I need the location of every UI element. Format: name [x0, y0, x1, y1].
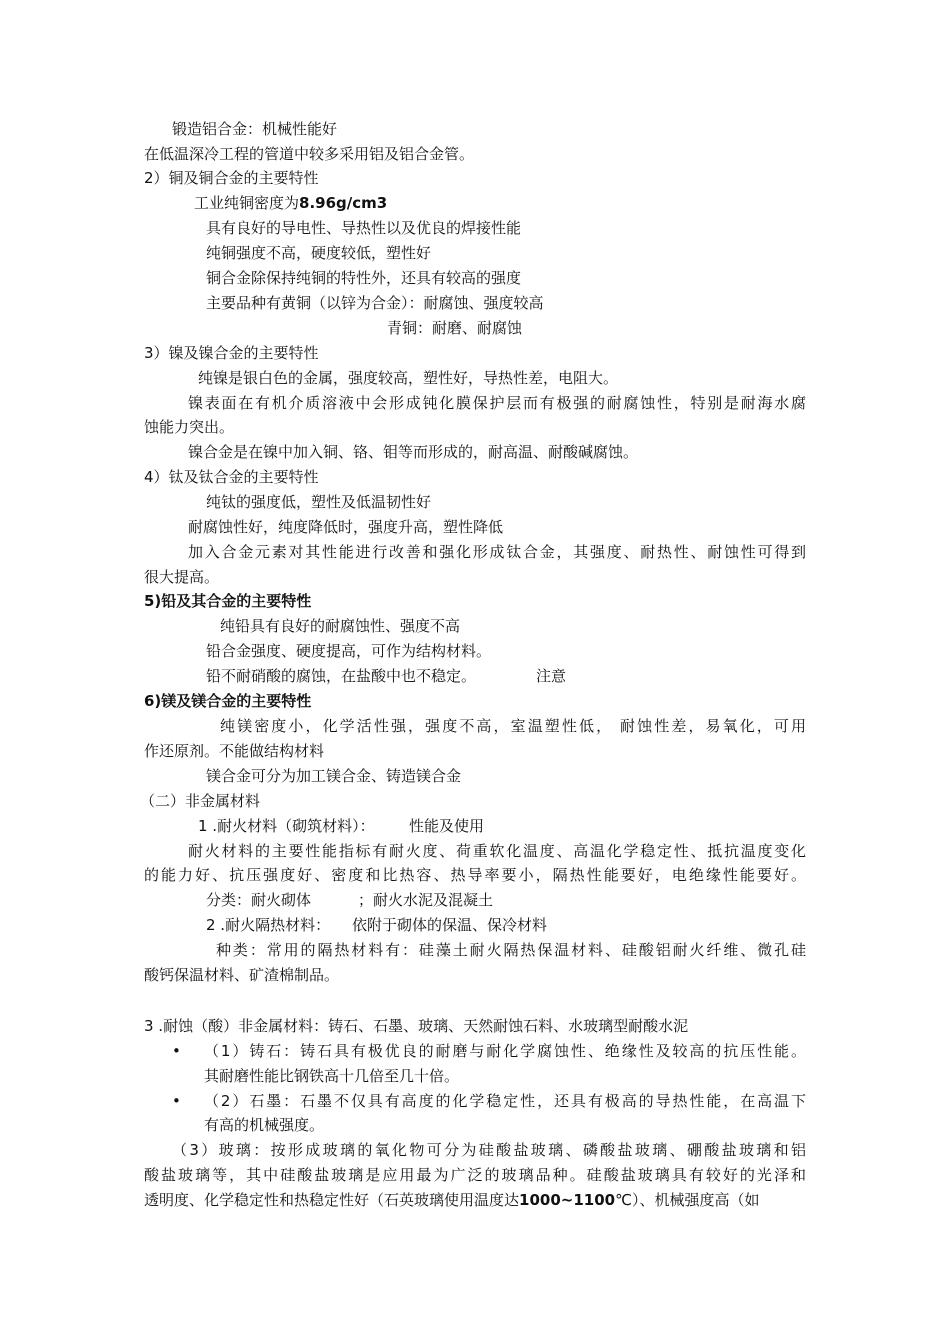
text-line: 锻造铝合金：机械性能好: [172, 120, 338, 138]
note-label: 注意: [536, 667, 567, 685]
text-line: 在低温深冷工程的管道中较多采用铝及铝合金管。: [144, 145, 475, 163]
text-line: [194, 192, 387, 214]
text-line: 纯钛的强度低，塑性及低温韧性好: [206, 493, 432, 511]
text-line: 作还原剂。不能做结构材料: [144, 742, 325, 760]
section-heading: 6)镁及镁合金的主要特性: [144, 692, 312, 710]
text-line: 种类：常用的隔热材料有：硅藻土耐火隔热保温材料、硅酸铝耐火纤维、微孔硅: [216, 941, 806, 959]
text-line: 纯铜强度不高，硬度较低，塑性好: [206, 244, 432, 262]
text-line: 加入合金元素对其性能进行改善和强化形成钛合金，其强度、耐热性、耐蚀性可得到: [188, 543, 806, 561]
section-heading: 5)铅及其合金的主要特性: [144, 592, 312, 610]
section-heading: 3）镍及镍合金的主要特性: [144, 344, 319, 362]
subsection-heading: 3 .耐蚀（酸）非金属材料：铸石、石墨、玻璃、天然耐蚀石料、水玻璃型耐酸水泥: [144, 1017, 689, 1035]
text-line: 分类：耐火砌体: [206, 891, 312, 909]
text-line: 其耐磨性能比钢铁高十几倍至几十倍。: [204, 1067, 460, 1085]
text-line: （2）石墨：石墨不仅具有高度的化学稳定性，还具有极高的导热性能，在高温下: [204, 1092, 806, 1110]
bullet-icon: •: [172, 1042, 181, 1060]
section-heading: 4）钛及钛合金的主要特性: [144, 468, 319, 486]
density-value: 8.96g/cm3: [299, 194, 388, 212]
text-line: 性能及使用: [409, 817, 485, 835]
text-line: 铜合金除保持纯铜的特性外，还具有较高的强度: [206, 269, 522, 287]
text-line: 主要品种有黄铜（以锌为合金）：耐腐蚀、强度较高: [206, 294, 544, 312]
text-line: 铅不耐硝酸的腐蚀，在盐酸中也不稳定。: [206, 667, 477, 685]
text-line: ；耐火水泥及混凝土: [358, 891, 494, 909]
text-line: 纯铅具有良好的耐腐蚀性、强度不高: [220, 617, 461, 635]
text-line: 纯镍是银白色的金属，强度较高，塑性好，导热性差，电阻大。: [198, 369, 619, 387]
text-segment: ℃）、机械强度高（如: [615, 1191, 760, 1209]
text-line: 很大提高。: [144, 568, 220, 586]
text-segment: 透明度、化学稳定性和热稳定性好（石英玻璃使用温度达: [144, 1191, 520, 1209]
text-line: 青铜：耐磨、耐腐蚀: [387, 319, 523, 337]
text-line: （3）玻璃：按形成玻璃的氧化物可分为硅酸盐玻璃、磷酸盐玻璃、硼酸盐玻璃和铝: [172, 1141, 806, 1159]
temperature-value: 1000~1100: [519, 1191, 616, 1209]
section-heading: 2）铜及铜合金的主要特性: [144, 169, 319, 187]
text-line: 依附于砌体的保温、保冷材料: [352, 916, 548, 934]
subsection-heading: 2 .耐火隔热材料：: [206, 916, 331, 934]
text-line: 耐火材料的主要性能指标有耐火度、荷重软化温度、高温化学稳定性、抵抗温度变化: [188, 842, 806, 860]
text-line: 具有良好的导电性、导热性以及优良的焊接性能: [206, 219, 522, 237]
text-line: 有高的机械强度。: [204, 1116, 325, 1134]
text-line: 镍表面在有机介质溶液中会形成钝化膜保护层而有极强的耐腐蚀性，特别是耐海水腐: [188, 394, 806, 412]
text-line: 镍合金是在镍中加入铜、铬、钼等而形成的，耐高温、耐酸碱腐蚀。: [188, 443, 639, 461]
text-segment: 工业纯铜密度为: [194, 194, 300, 212]
text-line: 酸盐玻璃等，其中硅酸盐玻璃是应用最为广泛的玻璃品种。硅酸盐玻璃具有较好的光泽和: [144, 1166, 806, 1184]
text-line: 耐腐蚀性好，纯度降低时，强度升高，塑性降低: [188, 518, 504, 536]
subsection-heading: 1 .耐火材料（砌筑材料）：: [198, 817, 375, 835]
text-line: 纯镁密度小，化学活性强，强度不高，室温塑性低， 耐蚀性差，易氧化，可用: [220, 717, 806, 735]
text-line: 蚀能力突出。: [144, 418, 235, 436]
text-line: 镁合金可分为加工镁合金、铸造镁合金: [206, 767, 462, 785]
text-line: 酸钙保温材料、矿渣棉制品。: [144, 966, 340, 984]
text-line: （1）铸石：铸石具有极优良的耐磨与耐化学腐蚀性、绝缘性及较高的抗压性能。: [204, 1042, 806, 1060]
text-line: [144, 1189, 759, 1211]
bullet-icon: •: [172, 1092, 181, 1110]
section-heading: （二）非金属材料: [140, 792, 261, 810]
text-line: 铅合金强度、硬度提高，可作为结构材料。: [206, 642, 492, 660]
text-line: 的能力好、抗压强度好、密度和比热容、热导率要小，隔热性能要好，电绝缘性能要好。: [144, 866, 806, 884]
